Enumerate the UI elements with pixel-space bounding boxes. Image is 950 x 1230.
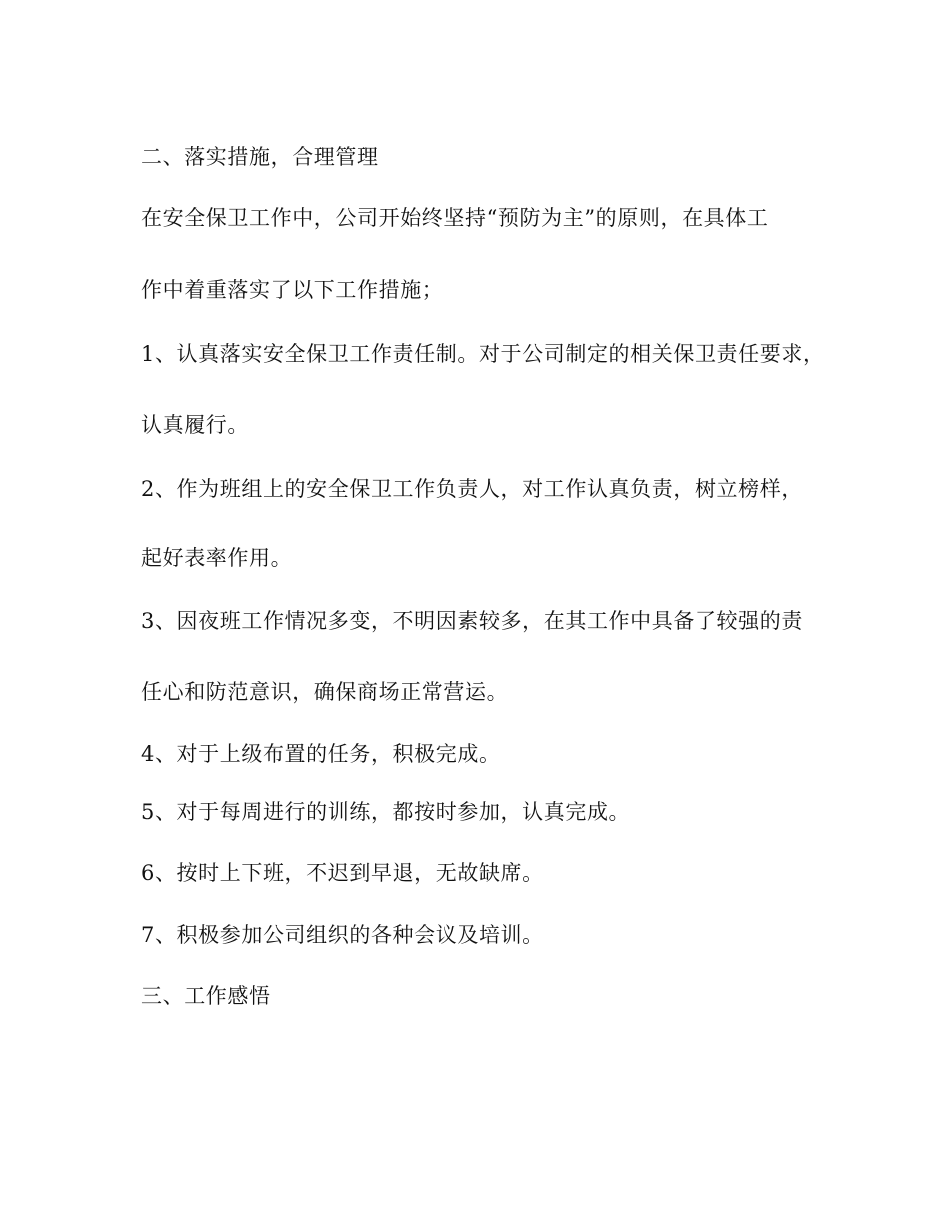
section-heading-3: 三、工作感悟 [141, 984, 271, 1008]
list-item-7: 7、积极参加公司组织的各种会议及培训。 [141, 923, 544, 947]
list-item-2-line: 2、作为班组上的安全保卫工作负责人，对工作认真负责，树立榜样， [141, 477, 803, 501]
list-item-3-line: 任心和防范意识，确保商场正常营运。 [141, 680, 509, 704]
list-item-3-line: 3、因夜班工作情况多变，不明因素较多，在其工作中具备了较强的责 [141, 609, 803, 633]
paragraph-line: 在安全保卫工作中，公司开始终坚持“预防为主”的原则，在具体工 [141, 206, 769, 230]
list-item-1-line: 1、认真落实安全保卫工作责任制。对于公司制定的相关保卫责任要求， [141, 342, 825, 366]
paragraph-line: 作中着重落实了以下工作措施； [141, 278, 444, 302]
list-item-2-line: 起好表率作用。 [141, 546, 293, 570]
section-heading-2: 二、落实措施，合理管理 [141, 145, 379, 169]
list-item-5: 5、对于每周进行的训练，都按时参加，认真完成。 [141, 800, 631, 824]
list-item-4: 4、对于上级布置的任务，积极完成。 [141, 742, 501, 766]
list-item-1-line: 认真履行。 [141, 413, 249, 437]
list-item-6: 6、按时上下班，不迟到早退，无故缺席。 [141, 861, 544, 885]
